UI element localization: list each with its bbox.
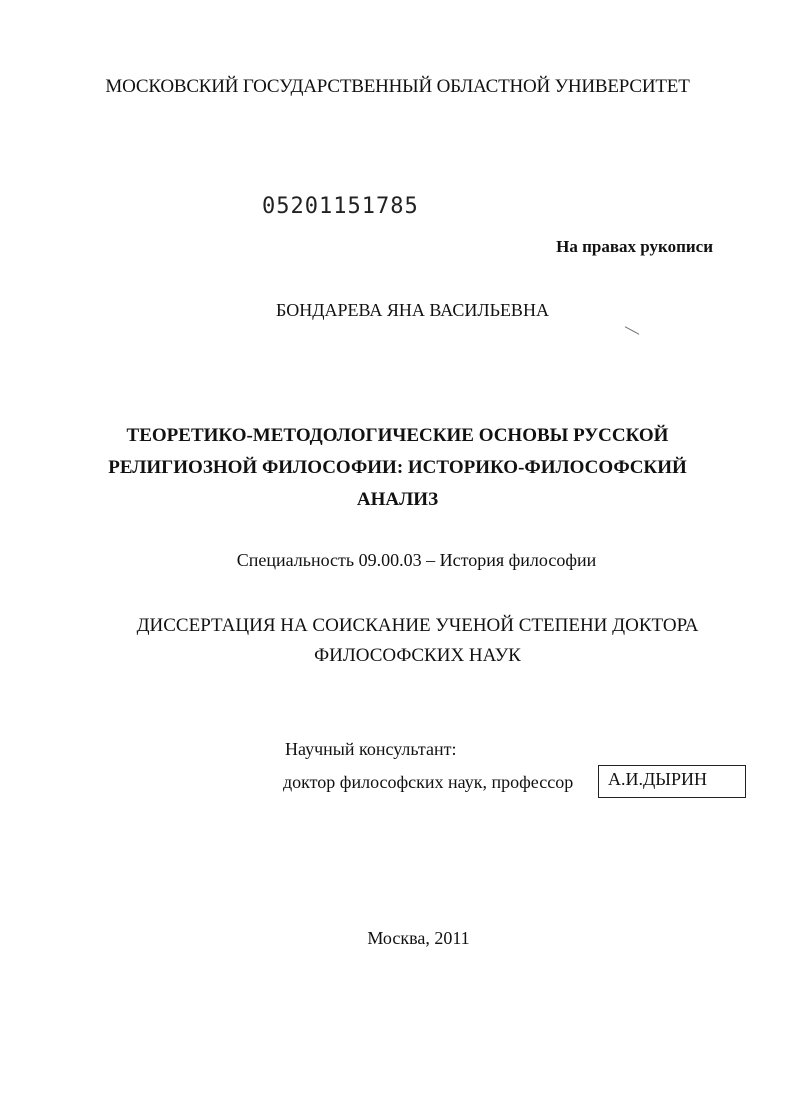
rights-note: На правах рукописи — [556, 237, 713, 256]
scan-speck — [625, 326, 640, 334]
city-year: Москва, 2011 — [367, 928, 470, 948]
consultant-name-box: А.И.ДЫРИН — [598, 765, 746, 798]
degree-line-1: ДИССЕРТАЦИЯ НА СОИСКАНИЕ УЧЕНОЙ СТЕПЕНИ ДОКТОРА — [136, 615, 699, 636]
title-line-2: РЕЛИГИОЗНОЙ ФИЛОСОФИИ: ИСТОРИКО-ФИЛОСОФСКИЙ — [108, 457, 687, 478]
consultant-degree: доктор философских наук, профессор — [283, 772, 574, 792]
dissertation-degree — [100, 611, 735, 671]
consultant-label: Научный консультант: — [285, 739, 457, 759]
title-line-1: ТЕОРЕТИКО-МЕТОДОЛОГИЧЕСКИЕ ОСНОВЫ РУССКОЙ — [126, 425, 669, 446]
archive-stamp-number: 05201151785 — [262, 194, 419, 219]
university-name: МОСКОВСКИЙ ГОСУДАРСТВЕННЫЙ ОБЛАСТНОЙ УНИВЕРСИТЕТ — [105, 76, 690, 97]
title-line-3: АНАЛИЗ — [356, 489, 439, 510]
dissertation-title — [90, 420, 705, 516]
author-name: БОНДАРЕВА ЯНА ВАСИЛЬЕВНА — [276, 300, 549, 320]
specialty: Специальность 09.00.03 – История философии — [236, 550, 597, 570]
degree-line-2: ФИЛОСОФСКИХ НАУК — [314, 645, 521, 666]
